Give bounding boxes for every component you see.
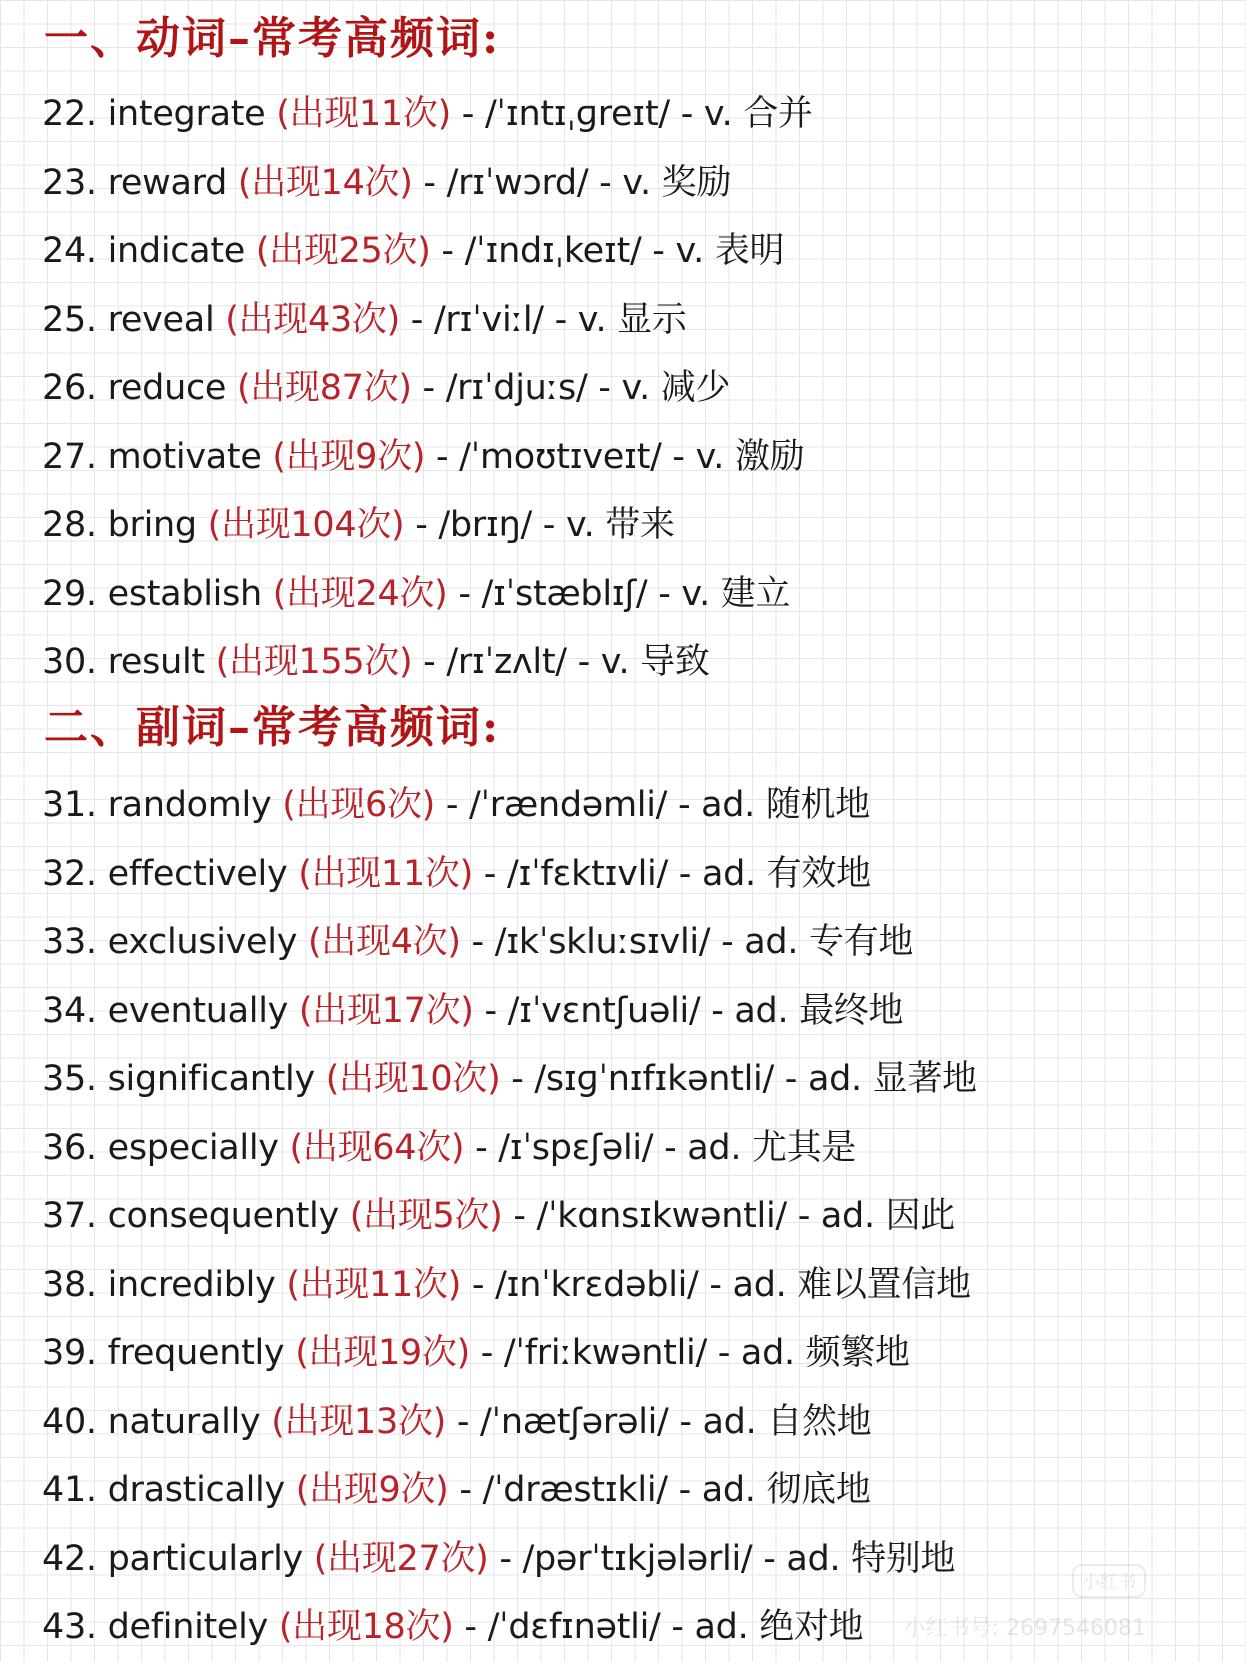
entry-meaning: 特别地 [851, 1538, 956, 1579]
entry-meaning: 减少 [660, 368, 731, 408]
entry-meaning: 建立 [720, 573, 791, 614]
entry-frequency: (出现27次) [313, 1538, 489, 1579]
entry-phonetic: /ˈɪntɪˌɡreɪt/ [484, 94, 670, 134]
entry-phonetic: /ɪˈstæblɪʃ/ [481, 573, 648, 614]
vocab-entry: 24. indicate (出现25次) - /ˈɪndɪˌkeɪt/ - v. 表明 [42, 231, 785, 271]
entry-phonetic: /pərˈtɪkjələrli/ [522, 1538, 753, 1579]
vocab-entry: 31. randomly (出现6次) - /ˈrændəmli/ - ad. 随机地 [42, 785, 870, 825]
entry-number: 36. [42, 1127, 97, 1168]
entry-meaning: 自然地 [767, 1401, 872, 1442]
vocab-entry: 34. eventually (出现17次) - /ɪˈvɛntʃuəli/ - ad. 最终地 [42, 990, 904, 1031]
entry-number: 42. [42, 1538, 97, 1579]
entry-part-of-speech: v. [600, 642, 630, 682]
watermark-text: 小红书号: 2697546081 [903, 1616, 1146, 1641]
vocab-entry: 41. drastically (出现9次) - /ˈdræstɪkli/ - ad. 彻底地 [42, 1470, 871, 1510]
entry-word: significantly [107, 1059, 315, 1099]
vocab-entry: 25. reveal (出现43次) - /rɪˈviːl/ - v. 显示 [42, 299, 687, 340]
entry-frequency: (出现11次) [298, 853, 473, 894]
entry-meaning: 尤其是 [752, 1127, 857, 1168]
entry-meaning: 因此 [885, 1196, 955, 1236]
entry-number: 43. [42, 1607, 97, 1647]
entry-part-of-speech: ad. [732, 1264, 787, 1305]
section-heading-adverbs: 二、副词–常考高频词: [44, 702, 501, 753]
entry-meaning: 绝对地 [759, 1607, 864, 1647]
entry-meaning: 专有地 [809, 922, 914, 962]
entry-meaning: 难以置信地 [797, 1264, 971, 1305]
entry-phonetic: /ˈɪndɪˌkeɪt/ [464, 231, 642, 271]
entry-part-of-speech: v. [565, 505, 595, 545]
vocab-entry: 33. exclusively (出现4次) - /ɪkˈskluːsɪvli/ - ad. 专有地 [42, 922, 914, 962]
entry-phonetic: /rɪˈwɔrd/ [446, 162, 589, 203]
entry-frequency: (出现9次) [272, 436, 426, 477]
entry-frequency: (出现155次) [215, 642, 413, 682]
entry-word: drastically [107, 1470, 285, 1510]
entry-frequency: (出现64次) [289, 1127, 465, 1168]
entry-word: effectively [107, 853, 288, 894]
entry-number: 25. [42, 299, 97, 340]
entry-number: 23. [42, 162, 97, 203]
entry-meaning: 最终地 [799, 990, 904, 1031]
entry-frequency: (出现11次) [276, 94, 451, 134]
entry-phonetic: /ˈnætʃərəli/ [480, 1401, 669, 1442]
entry-word: naturally [107, 1401, 261, 1442]
vocab-entry: 23. reward (出现14次) - /rɪˈwɔrd/ - v. 奖励 [42, 162, 732, 203]
entry-frequency: (出现13次) [271, 1401, 447, 1442]
entry-number: 30. [42, 642, 97, 682]
entry-meaning: 频繁地 [805, 1333, 910, 1373]
entry-word: randomly [107, 785, 272, 825]
entry-number: 41. [42, 1470, 97, 1510]
entry-meaning: 合并 [743, 94, 813, 134]
entry-number: 22. [42, 94, 97, 134]
verb-list [42, 80, 813, 697]
entry-meaning: 激励 [734, 436, 805, 477]
entry-number: 32. [42, 853, 97, 894]
vocab-entry: 40. naturally (出现13次) - /ˈnætʃərəli/ - ad. 自然地 [42, 1401, 872, 1442]
entry-number: 40. [42, 1401, 97, 1442]
adverb-list [42, 771, 977, 1662]
entry-part-of-speech: v. [622, 162, 651, 203]
entry-frequency: (出现43次) [225, 299, 400, 340]
entry-phonetic: /ɪˈspɛʃəli/ [498, 1127, 654, 1168]
entry-phonetic: /rɪˈzʌlt/ [446, 642, 567, 682]
entry-meaning: 显著地 [872, 1059, 977, 1099]
entry-word: especially [107, 1127, 279, 1168]
entry-word: result [107, 642, 205, 682]
entry-word: particularly [107, 1538, 303, 1579]
entry-meaning: 表明 [714, 231, 785, 271]
entry-frequency: (出现9次) [295, 1470, 449, 1510]
entry-word: bring [107, 505, 197, 545]
entry-word: frequently [107, 1333, 285, 1373]
entry-number: 27. [42, 436, 97, 477]
entry-part-of-speech: v. [675, 231, 704, 271]
entry-number: 35. [42, 1059, 97, 1099]
entry-frequency: (出现18次) [278, 1607, 454, 1647]
entry-frequency: (出现4次) [307, 922, 461, 962]
entry-part-of-speech: v. [621, 368, 650, 408]
vocab-entry: 22. integrate (出现11次) - /ˈɪntɪˌɡreɪt/ - v. 合并 [42, 94, 813, 134]
entry-part-of-speech: v. [681, 573, 710, 614]
entry-phonetic: /ɪˈvɛntʃuəli/ [507, 990, 701, 1031]
entry-frequency: (出现14次) [237, 162, 413, 203]
entry-word: eventually [107, 990, 289, 1031]
watermark-logo: 小红书 [1072, 1564, 1146, 1598]
entry-number: 29. [42, 573, 97, 614]
entry-part-of-speech: ad. [701, 1470, 756, 1510]
entry-frequency: (出现19次) [295, 1333, 470, 1373]
entry-phonetic: /ɪˈfɛktɪvli/ [506, 853, 668, 894]
entry-part-of-speech: ad. [740, 1333, 795, 1373]
entry-word: motivate [107, 436, 262, 477]
entry-number: 31. [42, 785, 97, 825]
entry-frequency: (出现6次) [282, 785, 435, 825]
entry-part-of-speech: ad. [702, 1401, 757, 1442]
vocab-entry: 26. reduce (出现87次) - /rɪˈdjuːs/ - v. 减少 [42, 368, 731, 408]
entry-phonetic: /brɪŋ/ [438, 505, 532, 545]
entry-number: 34. [42, 990, 97, 1031]
entry-phonetic: /rɪˈviːl/ [433, 299, 544, 340]
entry-word: exclusively [107, 922, 298, 962]
entry-number: 26. [42, 368, 97, 408]
entry-word: consequently [107, 1196, 339, 1236]
entry-meaning: 奖励 [661, 162, 732, 203]
entry-phonetic: /ˈrændəmli/ [468, 785, 668, 825]
entry-part-of-speech: ad. [694, 1607, 749, 1647]
entry-phonetic: /ˈdɛfɪnətli/ [487, 1607, 661, 1647]
section-heading-verbs: 一、动词–常考高频词: [44, 13, 501, 64]
entry-word: definitely [107, 1607, 268, 1647]
entry-word: indicate [107, 231, 245, 271]
vocab-entry: 30. result (出现155次) - /rɪˈzʌlt/ - v. 导致 [42, 642, 710, 682]
vocab-entry: 35. significantly (出现10次) - /sɪɡˈnɪfɪkəntli/ - ad. 显著地 [42, 1059, 977, 1099]
vocab-entry: 38. incredibly (出现11次) - /ɪnˈkrɛdəbli/ - ad. 难以置信地 [42, 1264, 971, 1305]
entry-meaning: 彻底地 [766, 1470, 871, 1510]
entry-part-of-speech: v. [695, 436, 725, 477]
entry-number: 38. [42, 1264, 97, 1305]
entry-part-of-speech: ad. [687, 1127, 742, 1168]
entry-number: 33. [42, 922, 97, 962]
entry-word: reveal [107, 299, 215, 340]
vocab-entry: 32. effectively (出现11次) - /ɪˈfɛktɪvli/ - ad. 有效地 [42, 853, 871, 894]
vocab-entry: 36. especially (出现64次) - /ɪˈspɛʃəli/ - ad. 尤其是 [42, 1127, 857, 1168]
entry-meaning: 有效地 [766, 853, 871, 894]
entry-word: incredibly [107, 1264, 276, 1305]
entry-phonetic: /ˈmoʊtɪveɪt/ [459, 436, 662, 477]
entry-part-of-speech: ad. [820, 1196, 875, 1236]
entry-number: 39. [42, 1333, 97, 1373]
entry-number: 28. [42, 505, 97, 545]
entry-phonetic: /ˈkɑnsɪkwəntli/ [536, 1196, 787, 1236]
entry-meaning: 显示 [617, 299, 687, 340]
entry-word: establish [107, 573, 262, 614]
vocab-entry: 43. definitely (出现18次) - /ˈdɛfɪnətli/ - ad. 绝对地 [42, 1607, 864, 1647]
entry-part-of-speech: v. [703, 94, 733, 134]
entry-frequency: (出现10次) [325, 1059, 501, 1099]
entry-part-of-speech: v. [577, 299, 607, 340]
vocab-entry: 29. establish (出现24次) - /ɪˈstæblɪʃ/ - v. 建立 [42, 573, 791, 614]
entry-meaning: 带来 [605, 505, 675, 545]
entry-frequency: (出现24次) [272, 573, 448, 614]
entry-word: reduce [107, 368, 227, 408]
entry-frequency: (出现17次) [298, 990, 474, 1031]
entry-frequency: (出现25次) [255, 231, 431, 271]
vocab-entry: 37. consequently (出现5次) - /ˈkɑnsɪkwəntli/ - ad. 因此 [42, 1196, 955, 1236]
entry-meaning: 导致 [640, 642, 710, 682]
entry-frequency: (出现11次) [286, 1264, 462, 1305]
entry-frequency: (出现104次) [207, 505, 405, 545]
entry-part-of-speech: ad. [744, 922, 799, 962]
entry-phonetic: /ɪnˈkrɛdəbli/ [495, 1264, 699, 1305]
entry-part-of-speech: ad. [786, 1538, 841, 1579]
entry-part-of-speech: ad. [701, 853, 756, 894]
vocab-entry: 27. motivate (出现9次) - /ˈmoʊtɪveɪt/ - v. 激励 [42, 436, 805, 477]
entry-phonetic: /sɪɡˈnɪfɪkəntli/ [534, 1059, 774, 1099]
entry-number: 37. [42, 1196, 97, 1236]
vocab-entry: 28. bring (出现104次) - /brɪŋ/ - v. 带来 [42, 505, 675, 545]
entry-frequency: (出现87次) [236, 368, 412, 408]
entry-phonetic: /ˈfriːkwəntli/ [503, 1333, 707, 1373]
vocab-entry: 39. frequently (出现19次) - /ˈfriːkwəntli/ - ad. 频繁地 [42, 1333, 910, 1373]
entry-part-of-speech: ad. [807, 1059, 862, 1099]
entry-part-of-speech: ad. [734, 990, 789, 1031]
entry-number: 24. [42, 231, 97, 271]
entry-word: integrate [107, 94, 266, 134]
entry-phonetic: /ˈdræstɪkli/ [482, 1470, 668, 1510]
entry-phonetic: /rɪˈdjuːs/ [445, 368, 588, 408]
entry-part-of-speech: ad. [701, 785, 755, 825]
entry-meaning: 随机地 [765, 785, 870, 825]
vocab-entry: 42. particularly (出现27次) - /pərˈtɪkjələrli/ - ad. 特别地 [42, 1538, 956, 1579]
entry-phonetic: /ɪkˈskluːsɪvli/ [494, 922, 711, 962]
entry-word: reward [107, 162, 228, 203]
entry-frequency: (出现5次) [349, 1196, 503, 1236]
